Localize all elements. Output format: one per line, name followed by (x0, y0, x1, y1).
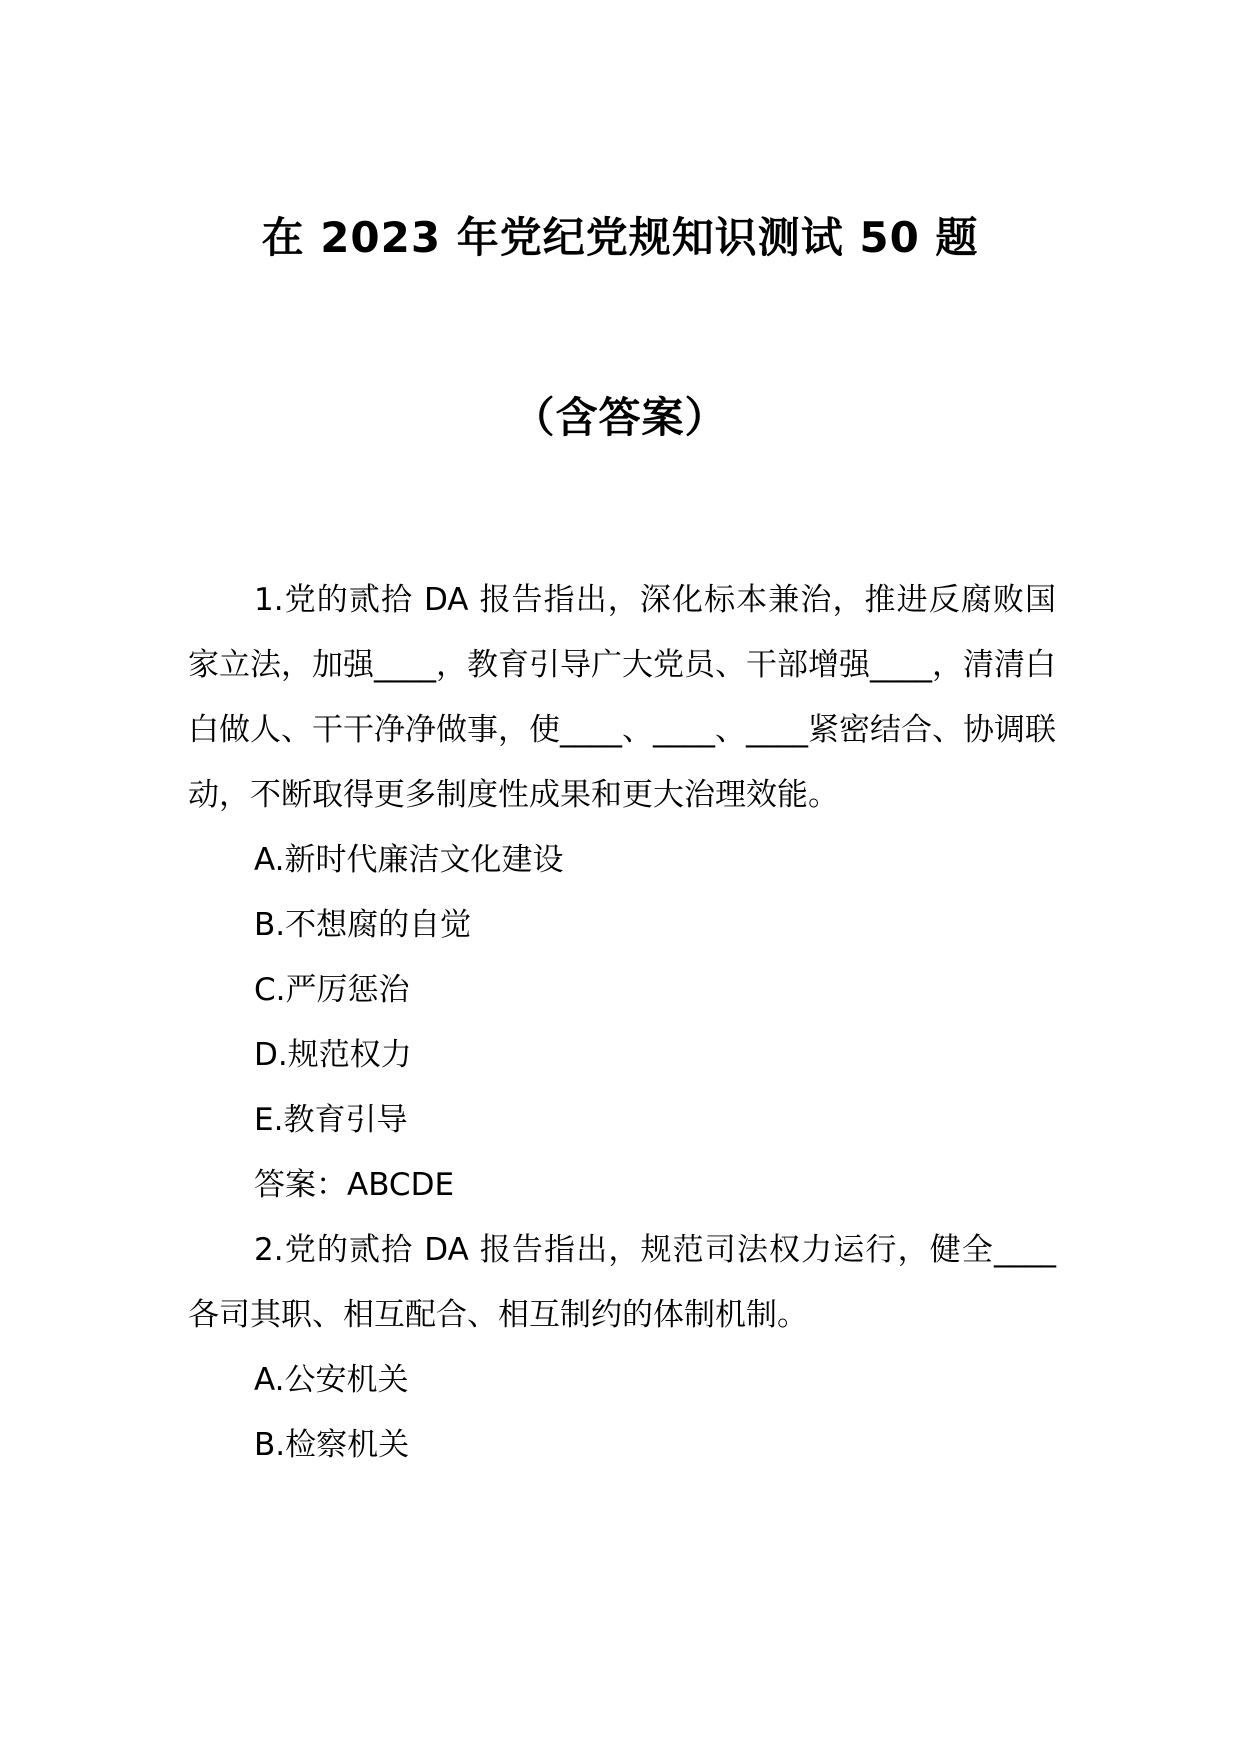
question-1-answer: 答案：ABCDE (254, 1167, 455, 1203)
question-1-option-b: B.不想腐的自觉 (254, 907, 472, 943)
question-1-stem: 1.党的贰拾 DA 报告指出，深化标本兼治，推进反腐败国家立法，加强____，教育引导广大党员、干部增强____，清清白白做人、干干净净做事，使____、____、____紧密结合、协调联动，不断取得更多制度性成果和更大治理效能。 (188, 582, 1056, 813)
question-1-option-a: A.新时代廉洁文化建设 (254, 842, 564, 878)
document-title: 在 2023 年党纪党规知识测试 50 题 (261, 213, 979, 262)
question-1-option-d: D.规范权力 (254, 1037, 412, 1073)
question-2-option-a: A.公安机关 (254, 1362, 409, 1398)
question-2-stem: 2.党的贰拾 DA 报告指出，规范司法权力运行，健全____各司其职、相互配合、相互制约的体制机制。 (188, 1232, 1056, 1333)
document-body (188, 568, 1056, 1478)
question-1-option-e: E.教育引导 (254, 1102, 408, 1138)
document-subtitle: （含答案） (512, 393, 728, 442)
question-1-option-c: C.严厉惩治 (254, 972, 410, 1008)
question-2-option-b: B.检察机关 (254, 1427, 410, 1463)
